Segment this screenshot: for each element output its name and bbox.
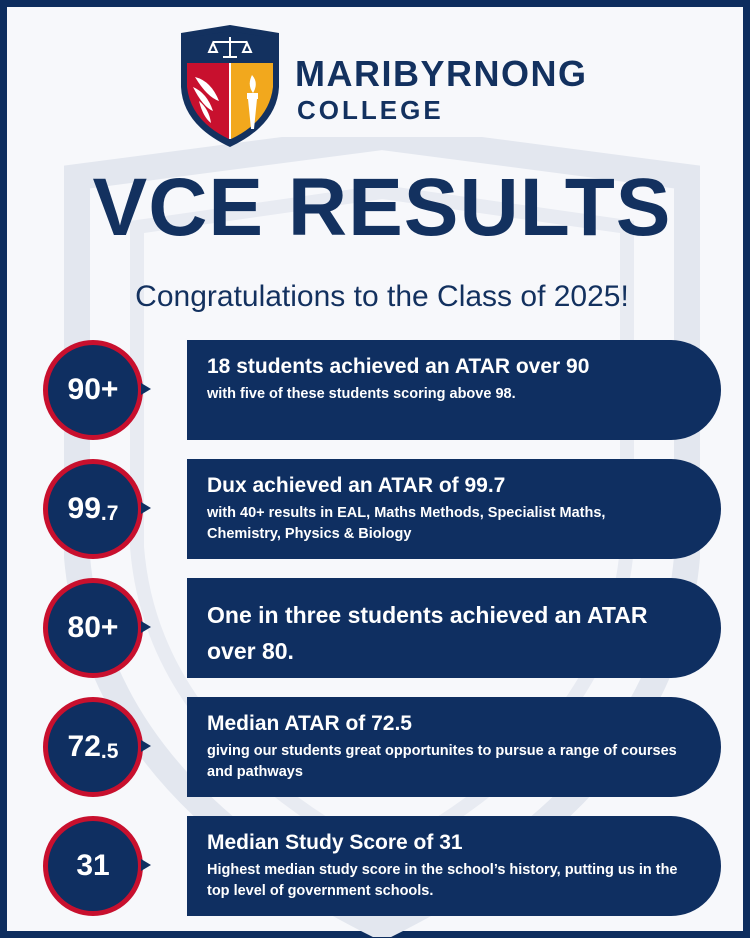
pointer-arrow-icon	[141, 621, 151, 633]
stat-badge	[43, 459, 143, 559]
school-subname: COLLEGE	[297, 95, 444, 125]
pointer-arrow-icon	[141, 859, 151, 871]
stat-card-median-atar	[43, 697, 723, 797]
stat-card-study-score	[43, 816, 723, 916]
stat-number: 80+	[67, 611, 119, 644]
shield-crest-icon	[177, 25, 283, 149]
stat-heading: Median Study Score of 31	[207, 831, 463, 854]
pointer-arrow-icon	[141, 740, 151, 752]
stat-heading: Dux achieved an ATAR of 99.7	[207, 474, 506, 497]
stat-number: 72	[67, 730, 101, 763]
stat-panel	[187, 459, 721, 559]
pointer-arrow-icon	[141, 502, 151, 514]
stat-number-decimal: .7	[100, 502, 119, 525]
stat-description: giving our students great opportunites to pursue a range of courses and pathways	[207, 743, 677, 781]
stat-panel	[187, 697, 721, 797]
stat-badge	[43, 697, 143, 797]
stat-number: 90+	[67, 373, 119, 406]
stat-panel	[187, 340, 721, 440]
stat-heading: Median ATAR of 72.5	[207, 712, 412, 735]
stat-number-decimal: .5	[100, 740, 119, 763]
stat-heading: 18 students achieved an ATAR over 90	[207, 355, 590, 378]
stat-description: with 40+ results in EAL, Maths Methods, Specialist Maths, Chemistry, Physics & Biology	[207, 505, 606, 543]
stat-description: Highest median study score in the school’s history, putting us in the top level of government schools.	[207, 862, 678, 900]
pointer-arrow-icon	[141, 383, 151, 395]
stat-card-dux	[43, 459, 723, 559]
school-header	[177, 25, 597, 145]
stat-panel	[187, 578, 721, 678]
stat-number: 99	[67, 492, 101, 525]
stat-description: with five of these students scoring above 98.	[207, 386, 516, 403]
stat-card-atar-90	[43, 340, 723, 440]
stat-heading: One in three students achieved an ATAR over 80.	[207, 602, 648, 664]
stat-card-atar-80	[43, 578, 723, 678]
stat-badge	[43, 816, 143, 916]
page-subtitle: Congratulations to the Class of 2025!	[135, 280, 629, 313]
stat-badge	[43, 578, 143, 678]
page-title: VCE RESULTS	[92, 162, 672, 253]
school-name: MARIBYRNONG	[295, 53, 588, 94]
stat-panel	[187, 816, 721, 916]
stat-badge	[43, 340, 143, 440]
stat-number: 31	[76, 849, 110, 882]
